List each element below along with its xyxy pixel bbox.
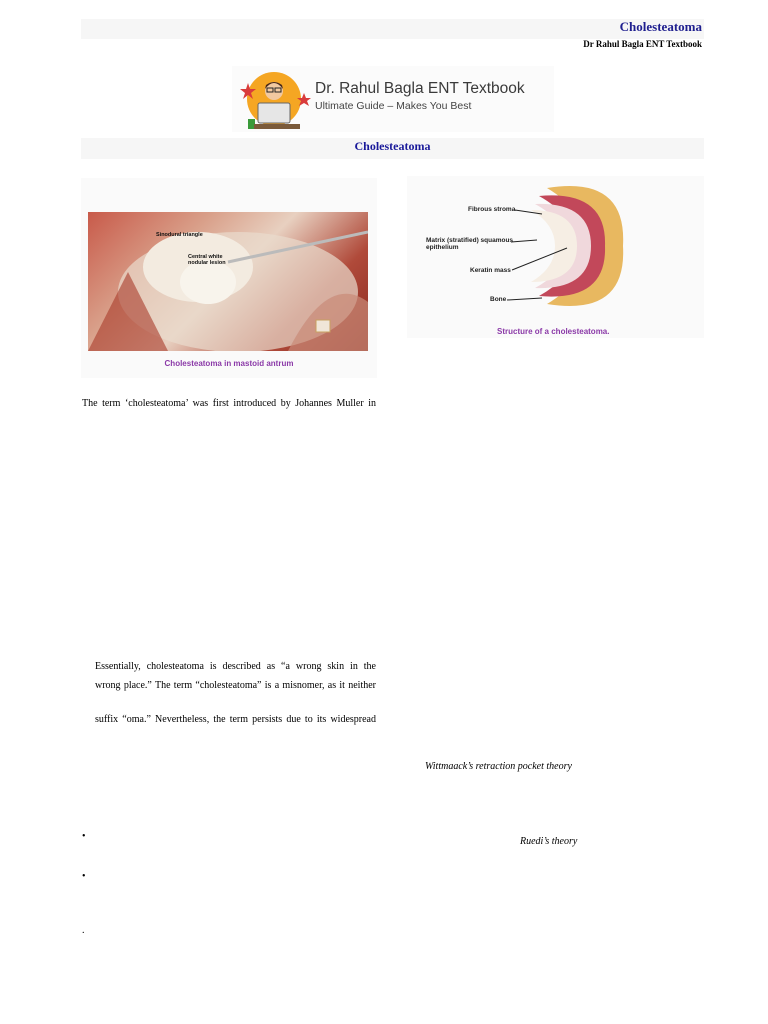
label-matrix: Matrix (stratified) squamous epithelium — [426, 237, 514, 252]
photo-label-1: Sinodural triangle — [156, 232, 203, 238]
surgical-photo — [88, 212, 368, 351]
label-keratin-mass: Keratin mass — [470, 267, 511, 274]
intro-paragraph: The term ‘cholesteatoma’ was first introduced by Johannes Muller in — [82, 398, 376, 409]
label-leader-lines — [407, 176, 704, 338]
label-fibrous-stroma: Fibrous stroma — [468, 206, 516, 213]
header-bar — [81, 19, 704, 39]
paragraph-line-3: suffix “oma.” Nevertheless, the term persists due to its widespread — [95, 714, 376, 725]
bullet-2: • — [82, 871, 86, 882]
logo-title: Dr. Rahul Bagla ENT Textbook — [315, 80, 525, 97]
theory-wittmaack: Wittmaack’s retraction pocket theory — [425, 761, 572, 772]
photo-label-2: Central white nodular lesion — [188, 254, 226, 266]
header-title: Cholesteatoma — [619, 19, 702, 34]
surgical-scene-image — [88, 212, 368, 351]
logo-banner — [232, 66, 554, 132]
teacher-avatar-icon — [236, 69, 312, 129]
paragraph-line-2: wrong place.” The term “cholesteatoma” is a misnomer, as it neither — [95, 680, 376, 691]
figure-mastoid — [81, 178, 377, 378]
section-title: Cholesteatoma — [354, 139, 431, 153]
bullet-1: • — [82, 831, 86, 842]
figure-caption-mastoid: Cholesteatoma in mastoid antrum — [164, 359, 294, 368]
logo-tagline: Ultimate Guide – Makes You Best — [315, 100, 472, 112]
paragraph-line-1: Essentially, cholesteatoma is described as “a wrong skin in the — [95, 661, 376, 672]
theory-ruedi: Ruedi’s theory — [520, 836, 578, 847]
figure-caption-structure: Structure of a cholesteatoma. — [497, 327, 610, 336]
header-subtitle: Dr Rahul Bagla ENT Textbook — [583, 39, 702, 49]
trailing-dot: . — [82, 925, 85, 936]
figure-structure — [407, 176, 704, 338]
label-bone: Bone — [490, 296, 507, 303]
